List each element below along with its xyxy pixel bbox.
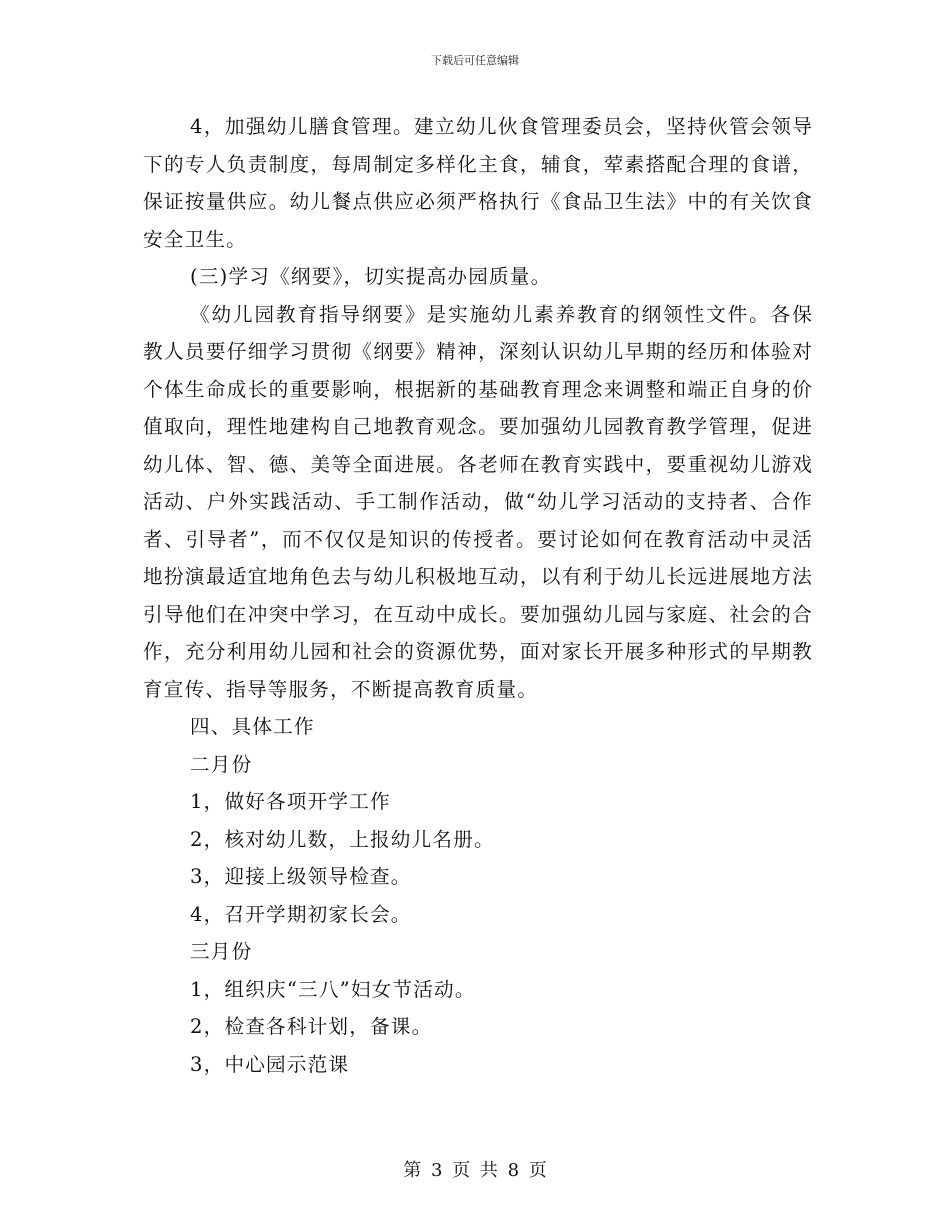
paragraph-outline-study: 《幼儿园教育指导纲要》是实施幼儿素养教育的纲领性文件。各保教人员要仔细学习贯彻《纲要》精神，深刻认识幼儿早期的经历和体验对个体生命成长的重要影响，根据新的基础教育理念来调整和端正自身的价值取向，理性地建构自己地教育观念。要加强幼儿园教育教学管理，促进幼儿体、智、德、美等全面进展。各老师在教育实践中，要重视幼儿游戏活动、户外实践活动、手工制作活动，做“幼儿学习活动的支持者、合作者、引导者”，而不仅仅是知识的传授者。要讨论如何在教育活动中灵活地扮演最适宜地角色去与幼儿积极地互动，以有利于幼儿长远进展地方法引导他们在冲突中学习，在互动中成长。要加强幼儿园与家庭、社会的合作，充分利用幼儿园和社会的资源优势，面对家长开展多种形式的早期教育宣传、指导等服务，不断提高教育质量。 — [143, 302, 813, 701]
section-heading-study-outline: (三)学习《纲要》，切实提高办园质量。 — [190, 265, 552, 288]
list-item: 4，召开学期初家长会。 — [190, 902, 412, 926]
section-heading-specific-work: 四、具体工作 — [190, 715, 315, 738]
list-item: 1，组织庆“三八”妇女节活动。 — [190, 977, 476, 1001]
list-item: 2，检查各科计划，备课。 — [190, 1015, 433, 1038]
page-header: 下载后可任意编辑 — [431, 54, 519, 67]
list-item: 2，核对幼儿数，上报幼儿名册。 — [190, 827, 495, 851]
page-footer: 第 3 页 共 8 页 — [403, 1160, 547, 1181]
list-item: 1，做好各项开学工作 — [190, 790, 391, 813]
paragraph-meal-management: 4，加强幼儿膳食管理。建立幼儿伙食管理委员会，坚持伙管会领导下的专人负责制度，每周制定多样化主食，辅食，荤素搭配合理的食谱，保证按量供应。幼儿餐点供应必须严格执行《食品卫生法》中的有关饮食安全卫生。 — [143, 115, 813, 251]
month-heading-march: 三月份 — [190, 940, 253, 963]
list-item: 3，迎接上级领导检查。 — [190, 865, 412, 888]
month-heading-february: 二月份 — [190, 752, 253, 776]
list-item: 3，中心园示范课 — [190, 1052, 350, 1076]
document-body — [143, 108, 813, 1083]
